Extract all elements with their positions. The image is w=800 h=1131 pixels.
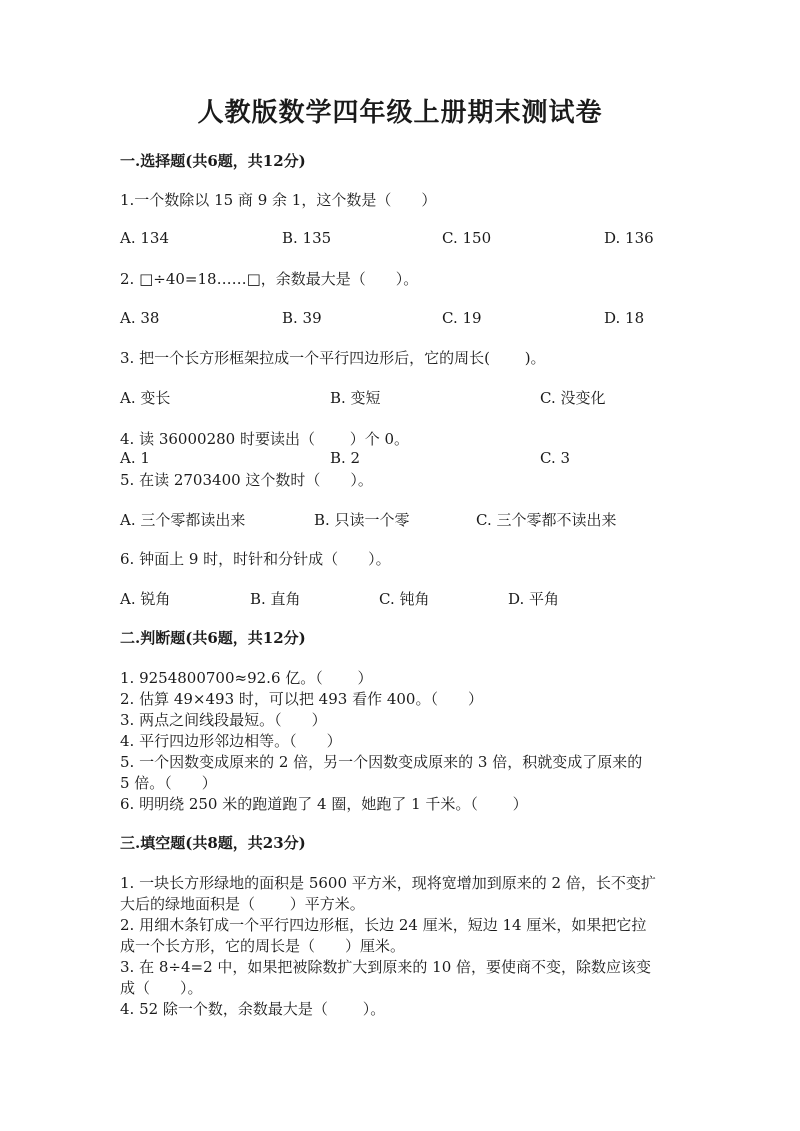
question-stem: 3. 把一个长方形框架拉成一个平行四边形后，它的周长( )。 (120, 349, 546, 367)
option-a: A. 三个零都读出来 (120, 511, 246, 529)
question-line: 3. 两点之间线段最短。（ ） (120, 711, 327, 729)
question-line: 4. 52 除一个数，余数最大是（ ）。 (120, 1000, 386, 1018)
question-line: 1. 9254800700≈92.6 亿。（ ） (120, 669, 373, 687)
question-line: 1. 一块长方形绿地的面积是 5600 平方米，现将宽增加到原来的 2 倍，长不变扩 (120, 874, 656, 892)
option-a: A. 134 (120, 229, 169, 247)
option-b: B. 只读一个零 (314, 511, 410, 529)
option-d: D. 18 (604, 309, 645, 327)
question-line: 成一个长方形，它的周长是（ ）厘米。 (120, 937, 406, 955)
question-stem: 5. 在读 2703400 这个数时（ ）。 (120, 471, 373, 489)
option-d: D. 平角 (508, 590, 560, 608)
question-line: 2. 用细木条钉成一个平行四边形框，长边 24 厘米，短边 14 厘米，如果把它拉 (120, 916, 647, 934)
question-line: 6. 明明绕 250 米的跑道跑了 4 圈，她跑了 1 千米。（ ） (120, 795, 528, 813)
option-a: A. 1 (120, 449, 150, 467)
question-stem: 2. □÷40=18……□，余数最大是（ ）。 (120, 270, 419, 288)
page-title: 人教版数学四年级上册期末测试卷 (197, 98, 603, 128)
question-line: 3. 在 8÷4=2 中，如果把被除数扩大到原来的 10 倍，要使商不变，除数应该变 (120, 958, 652, 976)
option-c: C. 钝角 (379, 590, 430, 608)
question-line: 2. 估算 49×493 时，可以把 493 看作 400。（ ） (120, 690, 483, 708)
question-line: 5. 一个因数变成原来的 2 倍，另一个因数变成原来的 3 倍，积就变成了原来的 (120, 753, 643, 771)
option-c: C. 19 (442, 309, 482, 327)
section-heading-judge: 二.判断题(共6题，共12分) (120, 629, 306, 647)
question-stem: 1.一个数除以 15 商 9 余 1，这个数是（ ） (120, 191, 437, 209)
option-d: D. 136 (604, 229, 654, 247)
option-c: C. 3 (540, 449, 571, 467)
option-b: B. 39 (282, 309, 322, 327)
option-a: A. 锐角 (120, 590, 171, 608)
option-b: B. 2 (330, 449, 361, 467)
question-line: 大后的绿地面积是（ ）平方米。 (120, 895, 365, 913)
option-c: C. 三个零都不读出来 (476, 511, 617, 529)
option-a: A. 变长 (120, 389, 171, 407)
option-b: B. 135 (282, 229, 332, 247)
option-b: B. 直角 (250, 590, 301, 608)
option-b: B. 变短 (330, 389, 381, 407)
section-heading-choice: 一.选择题(共6题，共12分) (120, 152, 306, 170)
question-stem: 4. 读 36000280 时要读出（ ）个 0。 (120, 430, 410, 448)
question-line: 成（ ）。 (120, 979, 203, 997)
question-line: 5 倍。（ ） (120, 774, 217, 792)
option-c: C. 150 (442, 229, 492, 247)
option-c: C. 没变化 (540, 389, 606, 407)
section-heading-fill: 三.填空题(共8题，共23分) (120, 834, 306, 852)
option-a: A. 38 (120, 309, 160, 327)
question-stem: 6. 钟面上 9 时，时针和分针成（ ）。 (120, 550, 391, 568)
question-line: 4. 平行四边形邻边相等。（ ） (120, 732, 342, 750)
